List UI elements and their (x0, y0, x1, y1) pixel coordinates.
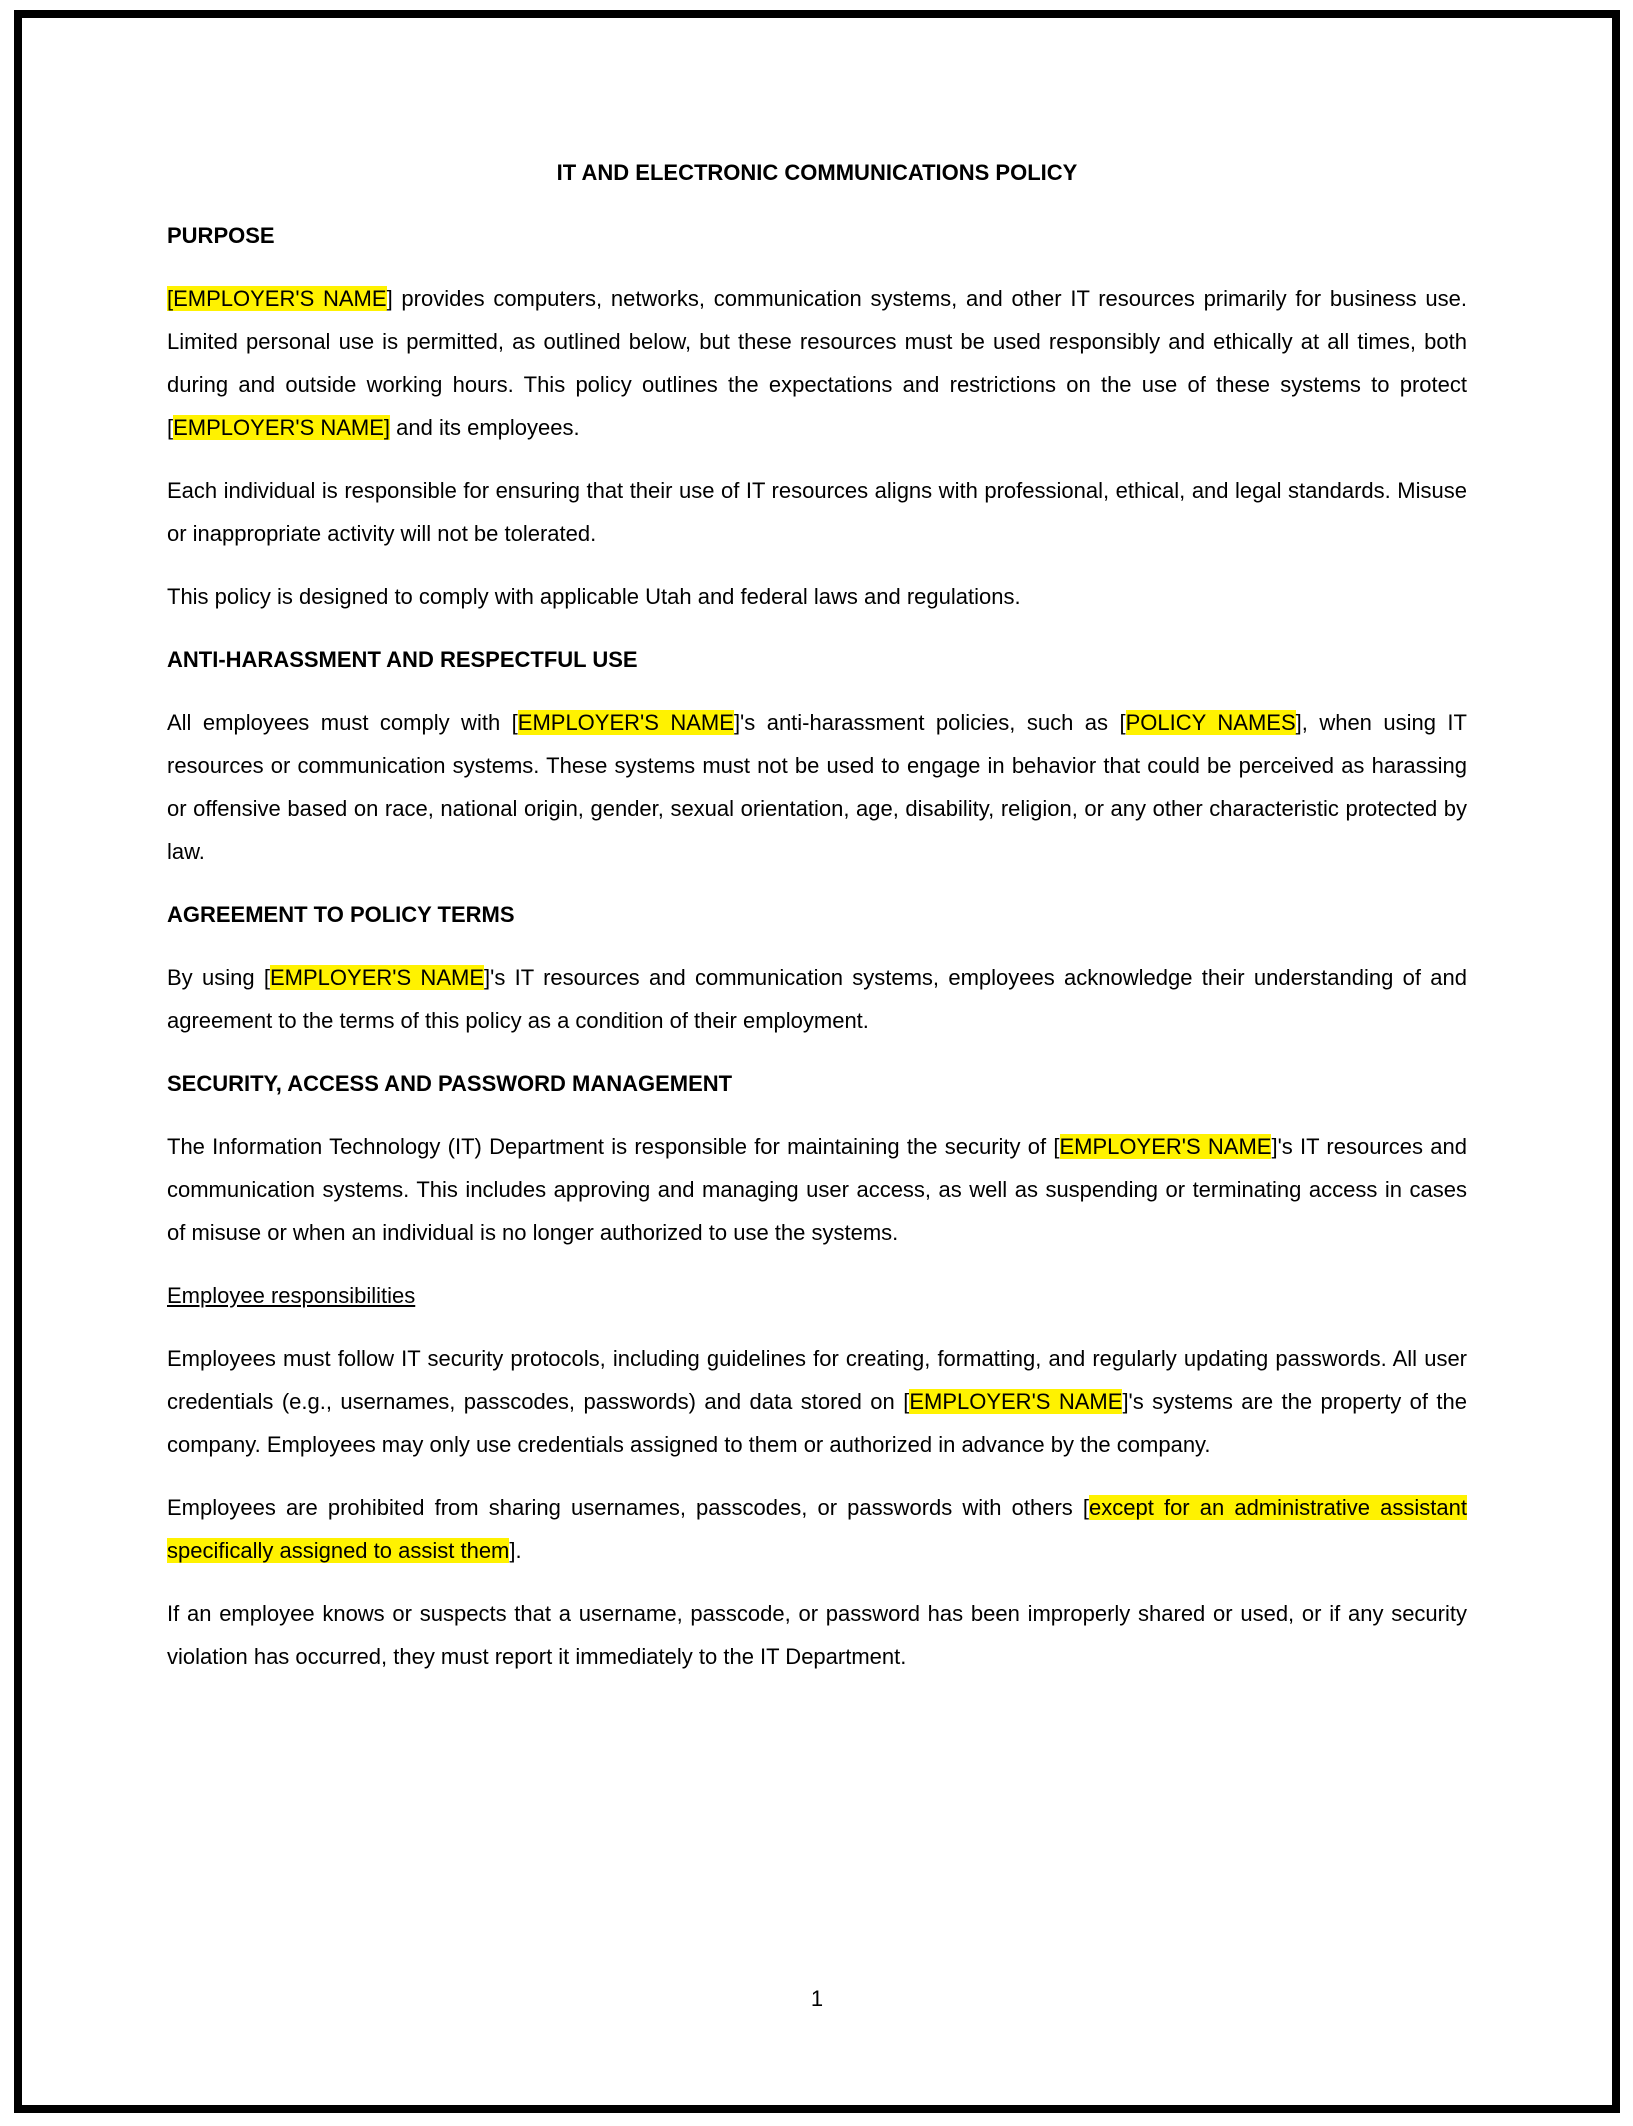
highlighted-placeholder: POLICY NAMES (1125, 710, 1296, 735)
section-heading-agreement: AGREEMENT TO POLICY TERMS (167, 902, 515, 927)
highlighted-placeholder: EMPLOYER'S NAME (517, 710, 734, 735)
text-run: ] provides computers, networks, communication systems, and other IT resources primarily for business use. Limited personal use is permitted, as outlined below, but these resources must be used responsibly and ethically at all times, both during and outside working hours. This policy outlines the expectations and restrictions on the use of these systems to protect [ (167, 286, 1467, 440)
text-run: Employees must follow IT security protocols, including guidelines for creating, formatting, and regularly updating passwords. All user credentials (e.g., usernames, passcodes, passwords) and data stored on [ (167, 1346, 1467, 1414)
paragraph-agreement-1 (167, 956, 1467, 1042)
section-heading-security: SECURITY, ACCESS AND PASSWORD MANAGEMENT (167, 1071, 733, 1096)
paragraph-purpose-3 (167, 575, 1467, 618)
subheading-employee-responsibilities: Employee responsibilities (167, 1283, 416, 1308)
page-border (14, 10, 1620, 2113)
section-heading-anti-harassment: ANTI-HARASSMENT AND RESPECTFUL USE (167, 647, 638, 672)
page-number: 1 (810, 1986, 824, 2011)
text-run: ]'s systems are the property of the company. Employees may only use credentials assigned to them or authorized in advance by the company. (167, 1389, 1467, 1457)
paragraph-purpose-2 (167, 469, 1467, 555)
paragraph-security-2 (167, 1337, 1467, 1466)
text-run: Employees are prohibited from sharing usernames, passcodes, or passwords with others [ (167, 1495, 1090, 1520)
text-run: ], when using IT resources or communication systems. These systems must not be used to engage in behavior that could be perceived as harassing or offensive based on race, national origin, gender, sexual orientation, age, disability, religion, or any other characteristic protected by law. (167, 710, 1467, 864)
text-run: ]. (509, 1538, 522, 1563)
text-run: If an employee knows or suspects that a username, passcode, or password has been improperly shared or used, or if any security violation has occurred, they must report it immediately to the IT Department. (167, 1601, 1467, 1669)
text-run: By using [ (167, 965, 270, 990)
highlighted-placeholder: [EMPLOYER'S NAME (167, 286, 387, 311)
highlighted-placeholder: EMPLOYER'S NAME (1059, 1134, 1272, 1159)
text-run: and its employees. (390, 415, 580, 440)
text-run: ]'s IT resources and communication systems, employees acknowledge their understanding of and agreement to the terms of this policy as a condition of their employment. (167, 965, 1467, 1033)
text-run: This policy is designed to comply with applicable Utah and federal laws and regulations. (167, 584, 1021, 609)
text-run: The Information Technology (IT) Department is responsible for maintaining the security of [ (167, 1134, 1060, 1159)
highlighted-placeholder: EMPLOYER'S NAME (909, 1389, 1123, 1414)
page-content (22, 18, 1612, 2105)
highlighted-placeholder: except for an administrative assistant specifically assigned to assist them (167, 1495, 1467, 1563)
paragraph-security-4 (167, 1592, 1467, 1678)
text-run: ]'s IT resources and communication systems. This includes approving and managing user access, as well as suspending or terminating access in cases of misuse or when an individual is no longer authorized to use the systems. (167, 1134, 1467, 1245)
highlighted-placeholder: EMPLOYER'S NAME] (173, 415, 391, 440)
section-heading-purpose: PURPOSE (167, 223, 275, 248)
document-title: IT AND ELECTRONIC COMMUNICATIONS POLICY (556, 160, 1078, 185)
text-run: ]'s anti-harassment policies, such as [ (733, 710, 1126, 735)
text-run: Each individual is responsible for ensuring that their use of IT resources aligns with professional, ethical, and legal standards. Misuse or inappropriate activity will not be tolerated. (167, 478, 1467, 546)
paragraph-security-3 (167, 1486, 1467, 1572)
paragraph-security-1 (167, 1125, 1467, 1254)
text-run: All employees must comply with [ (167, 710, 518, 735)
paragraph-anti-harassment-1 (167, 701, 1467, 873)
highlighted-placeholder: EMPLOYER'S NAME (270, 965, 484, 990)
paragraph-purpose-1 (167, 277, 1467, 449)
